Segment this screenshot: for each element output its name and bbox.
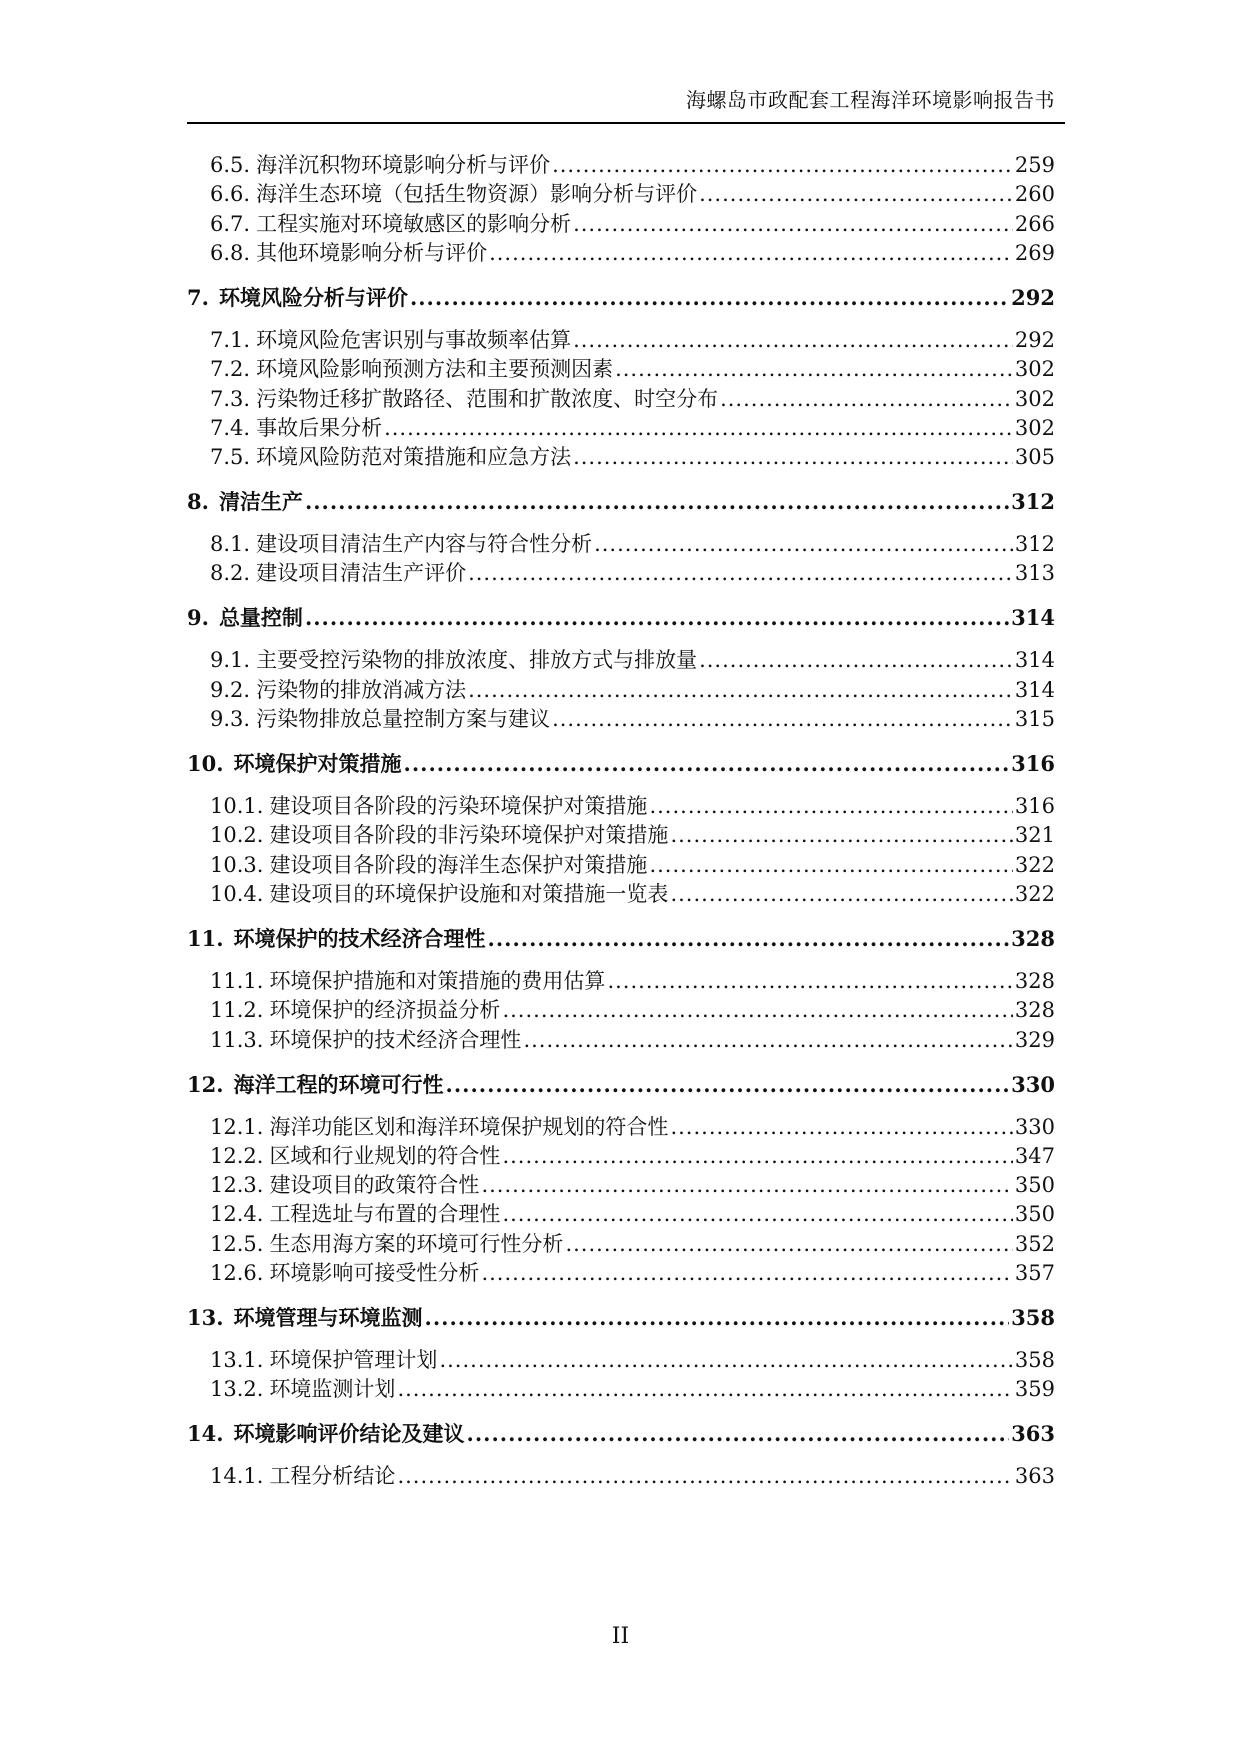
toc-section-entry[interactable]	[187, 793, 1055, 819]
toc-entry-number: 10.2.	[210, 823, 264, 848]
toc-entry-title: 污染物的排放消减方法	[256, 677, 467, 702]
toc-chapter-entry[interactable]	[187, 751, 1055, 777]
toc-entry-title: 海洋生态环境（包括生物资源）影响分析与评价	[256, 182, 698, 207]
dot-leader	[397, 1376, 1012, 1402]
toc-entry-number: 14.	[187, 1421, 224, 1447]
dot-leader	[649, 793, 1012, 819]
dot-leader	[481, 1172, 1012, 1198]
toc-entry-page: 302	[1014, 357, 1055, 382]
toc-entry-page: 321	[1014, 823, 1055, 848]
toc-section-entry[interactable]	[187, 181, 1055, 207]
toc-entry-title: 清洁生产	[218, 489, 303, 515]
toc-entry-page: 330	[1011, 1071, 1055, 1097]
toc-section-entry[interactable]	[187, 240, 1055, 266]
toc-chapter-entry[interactable]	[187, 285, 1055, 311]
toc-entry-title: 工程实施对环境敏感区的影响分析	[256, 211, 572, 236]
toc-entry-page: 358	[1011, 1305, 1055, 1330]
toc-entry-title: 环境管理与环境监测	[233, 1305, 423, 1330]
toc-section-entry[interactable]	[187, 881, 1055, 907]
dot-leader	[552, 706, 1013, 732]
toc-entry-page: 359	[1014, 1377, 1055, 1402]
page-number: II	[611, 1624, 630, 1649]
toc-entry-page: 322	[1014, 852, 1055, 877]
dot-leader	[410, 285, 1009, 311]
dot-leader	[502, 997, 1012, 1023]
toc-entry-number: 9.3.	[210, 707, 251, 731]
toc-chapter-entry[interactable]	[187, 926, 1055, 952]
toc-entry-number: 14.1.	[210, 1464, 264, 1489]
toc-section-entry[interactable]	[187, 327, 1055, 353]
toc-entry-title: 建设项目清洁生产评价	[256, 561, 467, 586]
toc-section-entry[interactable]	[187, 1201, 1055, 1227]
toc-entry-number: 8.2.	[210, 561, 251, 586]
toc-entry-title: 环境监测计划	[269, 1377, 396, 1402]
dot-leader	[552, 152, 1013, 178]
toc-entry-page: 358	[1014, 1348, 1055, 1372]
dot-leader	[481, 1260, 1012, 1286]
toc-entry-page: 314	[1014, 677, 1055, 702]
toc-entry-title: 其他环境影响分析与评价	[256, 240, 488, 265]
toc-entry-title: 环境保护管理计划	[269, 1348, 438, 1372]
toc-section-entry[interactable]	[187, 852, 1055, 878]
toc-entry-number: 12.3.	[210, 1173, 264, 1198]
toc-entry-number: 12.2.	[210, 1143, 264, 1168]
header-title: 海螺岛市政配套工程海洋环境影响报告书	[686, 88, 1055, 112]
dot-leader	[305, 605, 1009, 631]
dot-leader	[488, 926, 1010, 952]
toc-entry-page: 330	[1014, 1114, 1055, 1139]
dot-leader	[425, 1305, 1010, 1331]
toc-section-entry[interactable]	[187, 1143, 1055, 1169]
toc-entry-number: 11.1.	[210, 968, 264, 993]
dot-leader	[502, 1201, 1012, 1227]
toc-entry-title: 事故后果分析	[256, 415, 383, 440]
toc-entry-number: 11.3.	[210, 1027, 264, 1052]
toc-entry-number: 7.2.	[210, 357, 251, 382]
toc-entry-number: 12.6.	[210, 1261, 264, 1285]
toc-section-entry[interactable]	[187, 152, 1055, 178]
toc-entry-page: 350	[1014, 1173, 1055, 1198]
toc-section-entry[interactable]	[187, 1347, 1055, 1373]
toc-chapter-entry[interactable]	[187, 1421, 1055, 1447]
dot-leader	[404, 751, 1010, 777]
toc-entry-number: 10.3.	[210, 852, 264, 877]
dot-leader	[397, 1463, 1012, 1489]
toc-entry-page: 266	[1014, 211, 1055, 236]
page-header	[187, 86, 1065, 124]
toc-entry-number: 12.	[187, 1071, 224, 1097]
toc-entry-number: 13.	[187, 1305, 224, 1330]
dot-leader	[468, 677, 1013, 703]
toc-entry-page: 357	[1014, 1261, 1055, 1285]
toc-entry-number: 12.1.	[210, 1114, 264, 1139]
toc-chapter-entry[interactable]	[187, 605, 1055, 631]
toc-entry-page: 352	[1014, 1231, 1055, 1256]
toc-entry-page: 269	[1014, 240, 1055, 265]
toc-entry-title: 环境风险防范对策措施和应急方法	[256, 445, 572, 470]
toc-entry-page: 312	[1011, 489, 1055, 515]
toc-section-entry[interactable]	[187, 1172, 1055, 1198]
toc-entry-title: 环境保护对策措施	[233, 751, 402, 776]
toc-section-entry[interactable]	[187, 677, 1055, 703]
toc-entry-page: 314	[1014, 648, 1055, 673]
toc-section-entry[interactable]	[187, 706, 1055, 732]
dot-leader	[699, 181, 1013, 207]
toc-chapter-entry[interactable]	[187, 489, 1055, 515]
toc-section-entry[interactable]	[187, 1231, 1055, 1257]
toc-section-entry[interactable]	[187, 1463, 1055, 1489]
toc-entry-title: 环境风险危害识别与事故频率估算	[256, 327, 572, 352]
toc-entry-page: 314	[1011, 605, 1055, 631]
toc-entry-page: 292	[1014, 327, 1055, 352]
toc-entry-title: 生态用海方案的环境可行性分析	[269, 1231, 564, 1256]
toc-entry-page: 350	[1014, 1202, 1055, 1227]
toc-section-entry[interactable]	[187, 444, 1055, 470]
toc-entry-number: 9.1.	[210, 648, 251, 673]
dot-leader	[467, 1421, 1010, 1447]
toc-entry-title: 海洋功能区划和海洋环境保护规划的符合性	[269, 1114, 669, 1139]
toc-entry-number: 9.	[187, 605, 209, 631]
toc-entry-number: 9.2.	[210, 677, 251, 702]
toc-section-entry[interactable]	[187, 211, 1055, 237]
dot-leader	[468, 560, 1013, 586]
toc-entry-number: 7.3.	[210, 386, 251, 411]
dot-leader	[720, 386, 1013, 412]
dot-leader	[649, 852, 1012, 878]
toc-section-entry[interactable]	[187, 531, 1055, 557]
toc-entry-title: 污染物迁移扩散路径、范围和扩散浓度、时空分布	[256, 386, 719, 411]
toc-entry-page: 315	[1014, 707, 1055, 731]
toc-entry-number: 8.	[187, 489, 209, 515]
dot-leader	[384, 415, 1013, 441]
dot-leader	[607, 968, 1012, 994]
toc-entry-number: 6.7.	[210, 211, 251, 236]
toc-entry-title: 环境保护措施和对策措施的费用估算	[269, 968, 606, 993]
toc-entry-title: 海洋沉积物环境影响分析与评价	[256, 153, 551, 177]
toc-entry-page: 363	[1014, 1464, 1055, 1489]
toc-section-entry[interactable]	[187, 997, 1055, 1023]
toc-section-entry[interactable]	[187, 356, 1055, 382]
toc-entry-number: 7.5.	[210, 445, 251, 470]
toc-entry-page: 260	[1014, 182, 1055, 207]
toc-entry-title: 环境保护的经济损益分析	[269, 998, 501, 1023]
toc-chapter-entry[interactable]	[187, 1072, 1055, 1098]
dot-leader	[502, 1143, 1012, 1169]
toc-entry-title: 区域和行业规划的符合性	[269, 1143, 501, 1168]
toc-section-entry[interactable]	[187, 1376, 1055, 1402]
toc-entry-number: 13.2.	[210, 1377, 264, 1402]
toc-section-entry[interactable]	[187, 822, 1055, 848]
toc-entry-page: 313	[1014, 561, 1055, 586]
toc-entry-number: 11.2.	[210, 998, 264, 1023]
dot-leader	[573, 211, 1013, 237]
dot-leader	[615, 356, 1013, 382]
toc-entry-number: 10.4.	[210, 881, 264, 906]
toc-section-entry[interactable]	[187, 386, 1055, 412]
toc-entry-page: 292	[1011, 284, 1055, 310]
toc-entry-page: 328	[1014, 968, 1055, 993]
toc-entry-number: 6.6.	[210, 182, 251, 207]
dot-leader	[573, 444, 1013, 470]
toc-entry-number: 8.1.	[210, 532, 251, 557]
toc-entry-page: 328	[1011, 925, 1055, 951]
dot-leader	[670, 1114, 1012, 1140]
toc-entry-number: 10.1.	[210, 794, 264, 818]
toc-entry-number: 7.	[187, 284, 209, 310]
dot-leader	[594, 531, 1013, 557]
toc-entry-page: 305	[1014, 445, 1055, 470]
toc-entry-number: 13.1.	[210, 1348, 264, 1372]
toc-section-entry[interactable]	[187, 647, 1055, 673]
dot-leader	[573, 327, 1013, 353]
toc-entry-number: 11.	[187, 925, 224, 951]
dot-leader	[489, 240, 1013, 266]
toc-entry-title: 环境风险分析与评价	[218, 284, 408, 310]
toc-entry-page: 259	[1014, 153, 1055, 177]
toc-entry-page: 328	[1014, 998, 1055, 1023]
toc-section-entry[interactable]	[187, 1114, 1055, 1140]
toc-entry-page: 302	[1014, 415, 1055, 440]
toc-entry-page: 322	[1014, 881, 1055, 906]
dot-leader	[439, 1347, 1012, 1373]
toc-entry-page: 329	[1014, 1027, 1055, 1052]
toc-entry-title: 海洋工程的环境可行性	[233, 1071, 444, 1097]
toc-entry-number: 6.5.	[210, 153, 251, 177]
toc-entry-number: 10.	[187, 751, 224, 776]
dot-leader	[565, 1231, 1012, 1257]
toc-entry-page: 312	[1014, 532, 1055, 557]
toc-entry-page: 347	[1014, 1143, 1055, 1168]
toc-section-entry[interactable]	[187, 415, 1055, 441]
toc-entry-title: 总量控制	[218, 605, 303, 631]
dot-leader	[446, 1072, 1010, 1098]
toc-entry-title: 环境风险影响预测方法和主要预测因素	[256, 357, 614, 382]
dot-leader	[523, 1027, 1012, 1053]
toc-entry-title: 工程选址与布置的合理性	[269, 1202, 501, 1227]
toc-entry-title: 环境保护的技术经济合理性	[269, 1027, 522, 1052]
toc-section-entry[interactable]	[187, 560, 1055, 586]
dot-leader	[699, 647, 1013, 673]
toc-entry-title: 主要受控污染物的排放浓度、排放方式与排放量	[256, 648, 698, 673]
toc-entry-page: 316	[1014, 794, 1055, 818]
toc-entry-page: 363	[1011, 1421, 1055, 1447]
toc-entry-title: 建设项目各阶段的海洋生态保护对策措施	[269, 852, 648, 877]
toc-entry-title: 环境影响评价结论及建议	[233, 1421, 465, 1447]
dot-leader	[305, 489, 1009, 515]
toc-section-entry[interactable]	[187, 968, 1055, 994]
toc-section-entry[interactable]	[187, 1260, 1055, 1286]
toc-entry-title: 环境保护的技术经济合理性	[233, 925, 486, 951]
toc-entry-title: 环境影响可接受性分析	[269, 1261, 480, 1285]
toc-entry-title: 工程分析结论	[269, 1464, 396, 1489]
toc-entry-number: 12.4.	[210, 1202, 264, 1227]
toc-entry-title: 建设项目各阶段的非污染环境保护对策措施	[269, 823, 669, 848]
toc-entry-title: 建设项目各阶段的污染环境保护对策措施	[269, 794, 648, 818]
toc-entry-number: 7.4.	[210, 415, 251, 440]
dot-leader	[670, 822, 1012, 848]
toc-entry-page: 316	[1011, 751, 1055, 776]
toc-entry-title: 建设项目清洁生产内容与符合性分析	[256, 532, 593, 557]
toc-entry-title: 污染物排放总量控制方案与建议	[256, 707, 551, 731]
toc-entry-number: 12.5.	[210, 1231, 264, 1256]
toc-entry-title: 建设项目的政策符合性	[269, 1173, 480, 1198]
toc-entry-number: 6.8.	[210, 240, 251, 265]
toc-chapter-entry[interactable]	[187, 1305, 1055, 1331]
toc-entry-title: 建设项目的环境保护设施和对策措施一览表	[269, 881, 669, 906]
toc-entry-page: 302	[1014, 386, 1055, 411]
dot-leader	[670, 881, 1012, 907]
toc-section-entry[interactable]	[187, 1027, 1055, 1053]
toc-entry-number: 7.1.	[210, 327, 251, 352]
